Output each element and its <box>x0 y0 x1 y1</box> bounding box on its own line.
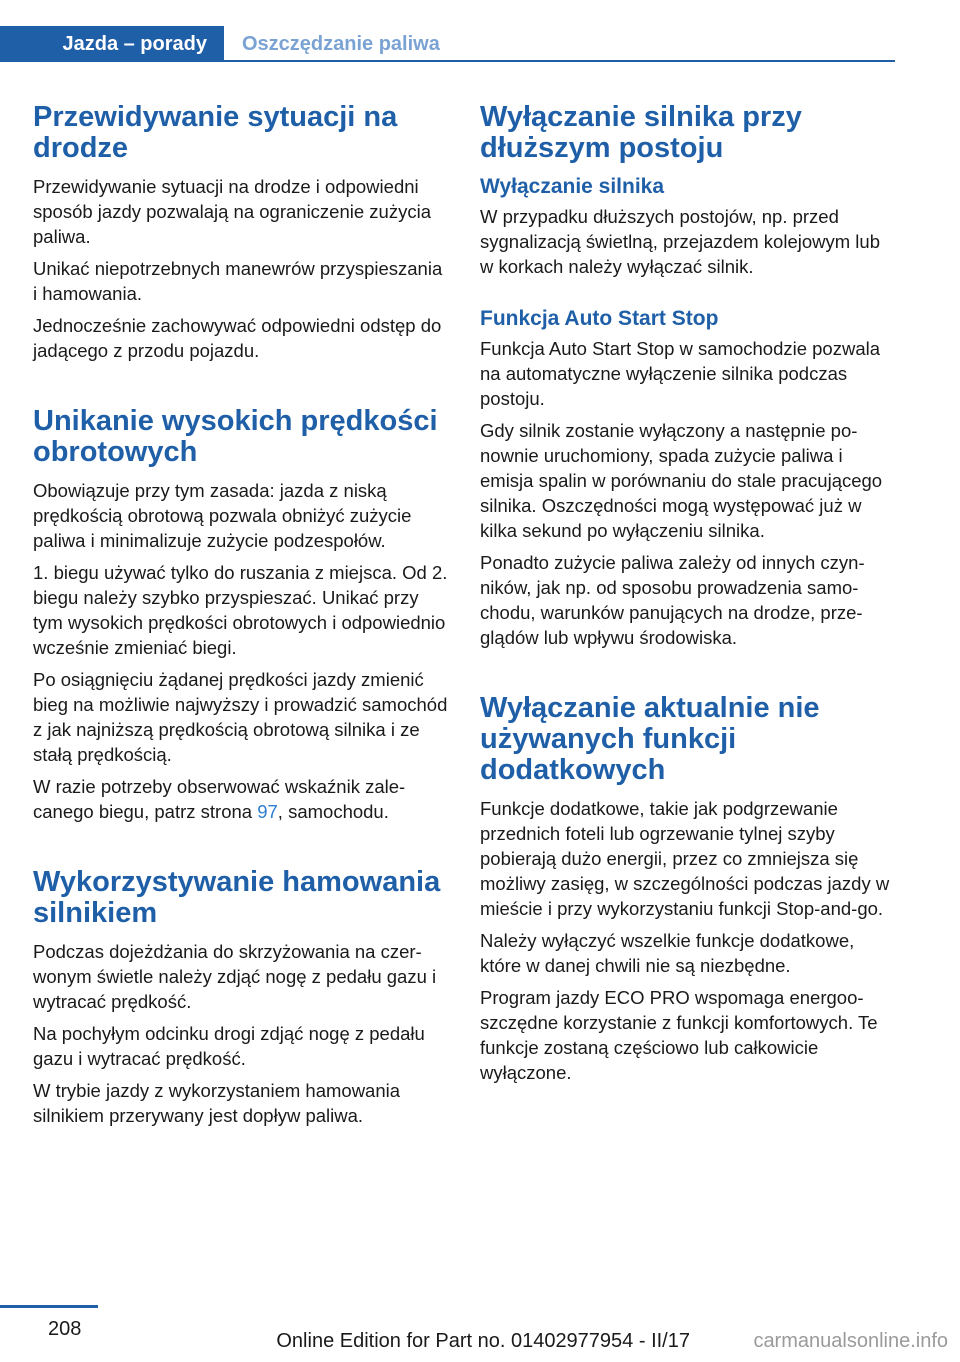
watermark: carmanualsonline.info <box>753 1330 948 1352</box>
text-run: , samochodu. <box>277 801 389 822</box>
subsection-heading: Wyłączanie silnika <box>480 175 665 198</box>
right-column <box>480 102 895 1092</box>
section-heading: Wykorzystywanie hamowania silnikiem <box>33 866 441 929</box>
paragraph: W trybie jazdy z wykorzystaniem hamowania silnikiem przerywany jest dopływ paliwa. <box>33 1080 401 1126</box>
page-number: 208 <box>48 1318 82 1340</box>
paragraph: Przewidywanie sytuacji na drodze i odpowiedni sposób jazdy pozwalają na ograniczenie zużycia paliwa. <box>33 176 431 247</box>
chapter-tab[interactable] <box>0 26 224 62</box>
section-heading: Wyłączanie silnika przy dłuższym postoju <box>480 101 802 164</box>
section-heading: Unikanie wysokich prędkości obrotowych <box>33 405 438 468</box>
paragraph: 1. biegu używać tylko do ruszania z miejsca. Od 2. biegu należy szybko przyspieszać. Unikać przy tym wysokich prędkości obrotowych i odpowiednio wcześnie zmieniać biegi. <box>33 562 448 658</box>
paragraph: Na pochyłym odcinku drogi zdjąć nogę z pedału gazu i wytracać prędkość. <box>33 1023 425 1069</box>
page-reference-link[interactable]: 97 <box>257 801 278 822</box>
paragraph <box>33 774 448 824</box>
left-column <box>33 102 448 1135</box>
paragraph: Funkcje dodatkowe, takie jak podgrzewanie przednich foteli lub ogrzewanie tylnej szyby pobierają dużo energii, przez co zmniejsza się możliwy zasięg, w szczególności podczas jazdy w mieście i przy wykorzystaniu funkcji Stop-and-go. <box>480 798 890 919</box>
edition-info: Online Edition for Part no. 01402977954 - II/17 <box>276 1330 690 1352</box>
paragraph: Należy wyłączyć wszelkie funkcje dodatkowe, które w danej chwili nie są niezbędne. <box>480 930 855 976</box>
paragraph: Unikać niepotrzebnych manewrów przyspieszania i hamowania. <box>33 258 443 304</box>
footer-divider <box>0 1305 98 1308</box>
paragraph: Po osiągnięciu żądanej prędkości jazdy zmienić bieg na możliwie najwyższy i prowadzić samochód z jak najniższą prędkością obrotową silnika i ze stałą prędkością. <box>33 669 448 765</box>
section-heading: Przewidywanie sytuacji na drodze <box>33 101 398 164</box>
paragraph: Podczas dojeżdżania do skrzyżowania na czerwonym świetle należy zdjąć nogę z pedału gazu i wytracać prędkość. <box>33 941 437 1012</box>
chapter-label: Jazda – porady <box>62 32 207 55</box>
text-run: W razie potrzeby obserwować wskaźnik zalecanego biegu, patrz strona <box>33 776 406 822</box>
paragraph: Gdy silnik zostanie wyłączony a następnie ponownie uruchomiony, spada zużycie paliwa i emisja spalin w porównaniu do stale pracującego silnika. Oszczędności mogą występować już w kilka sekund po wyłączeniu silnika. <box>480 420 883 541</box>
subsection-heading: Funkcja Auto Start Stop <box>480 307 719 330</box>
paragraph: Ponadto zużycie paliwa zależy od innych czynników, jak np. od sposobu prowadzenia samochodu, warunków panujących na drodze, przeglądów lub wpływu środowiska. <box>480 552 865 648</box>
paragraph: Program jazdy ECO PRO wspomaga energooszczędne korzystanie z funkcji komfortowych. Te funkcje zostaną częściowo lub całkowicie wyłączone. <box>480 987 878 1083</box>
paragraph: Funkcja Auto Start Stop w samochodzie pozwala na automatyczne wyłączenie silnika podczas postoju. <box>480 338 881 409</box>
section-label: Oszczędzanie paliwa <box>242 32 440 55</box>
section-heading: Wyłączanie aktualnie nie używanych funkcji dodatkowych <box>480 692 820 786</box>
paragraph: Jednocześnie zachowywać odpowiedni odstęp do jadącego z przodu pojazdu. <box>33 315 442 361</box>
section-tab[interactable] <box>242 26 440 62</box>
header-divider <box>0 60 895 62</box>
page-header <box>0 0 895 62</box>
paragraph: W przypadku dłuższych postojów, np. przed sygnalizacją świetlną, przejazdem kolejowym lub w korkach należy wyłączać silnik. <box>480 206 880 277</box>
paragraph: Obowiązuje przy tym zasada: jazda z niską prędkością obrotową pozwala obniżyć zużycie paliwa i minimalizuje zużycie podzespołów. <box>33 480 412 551</box>
